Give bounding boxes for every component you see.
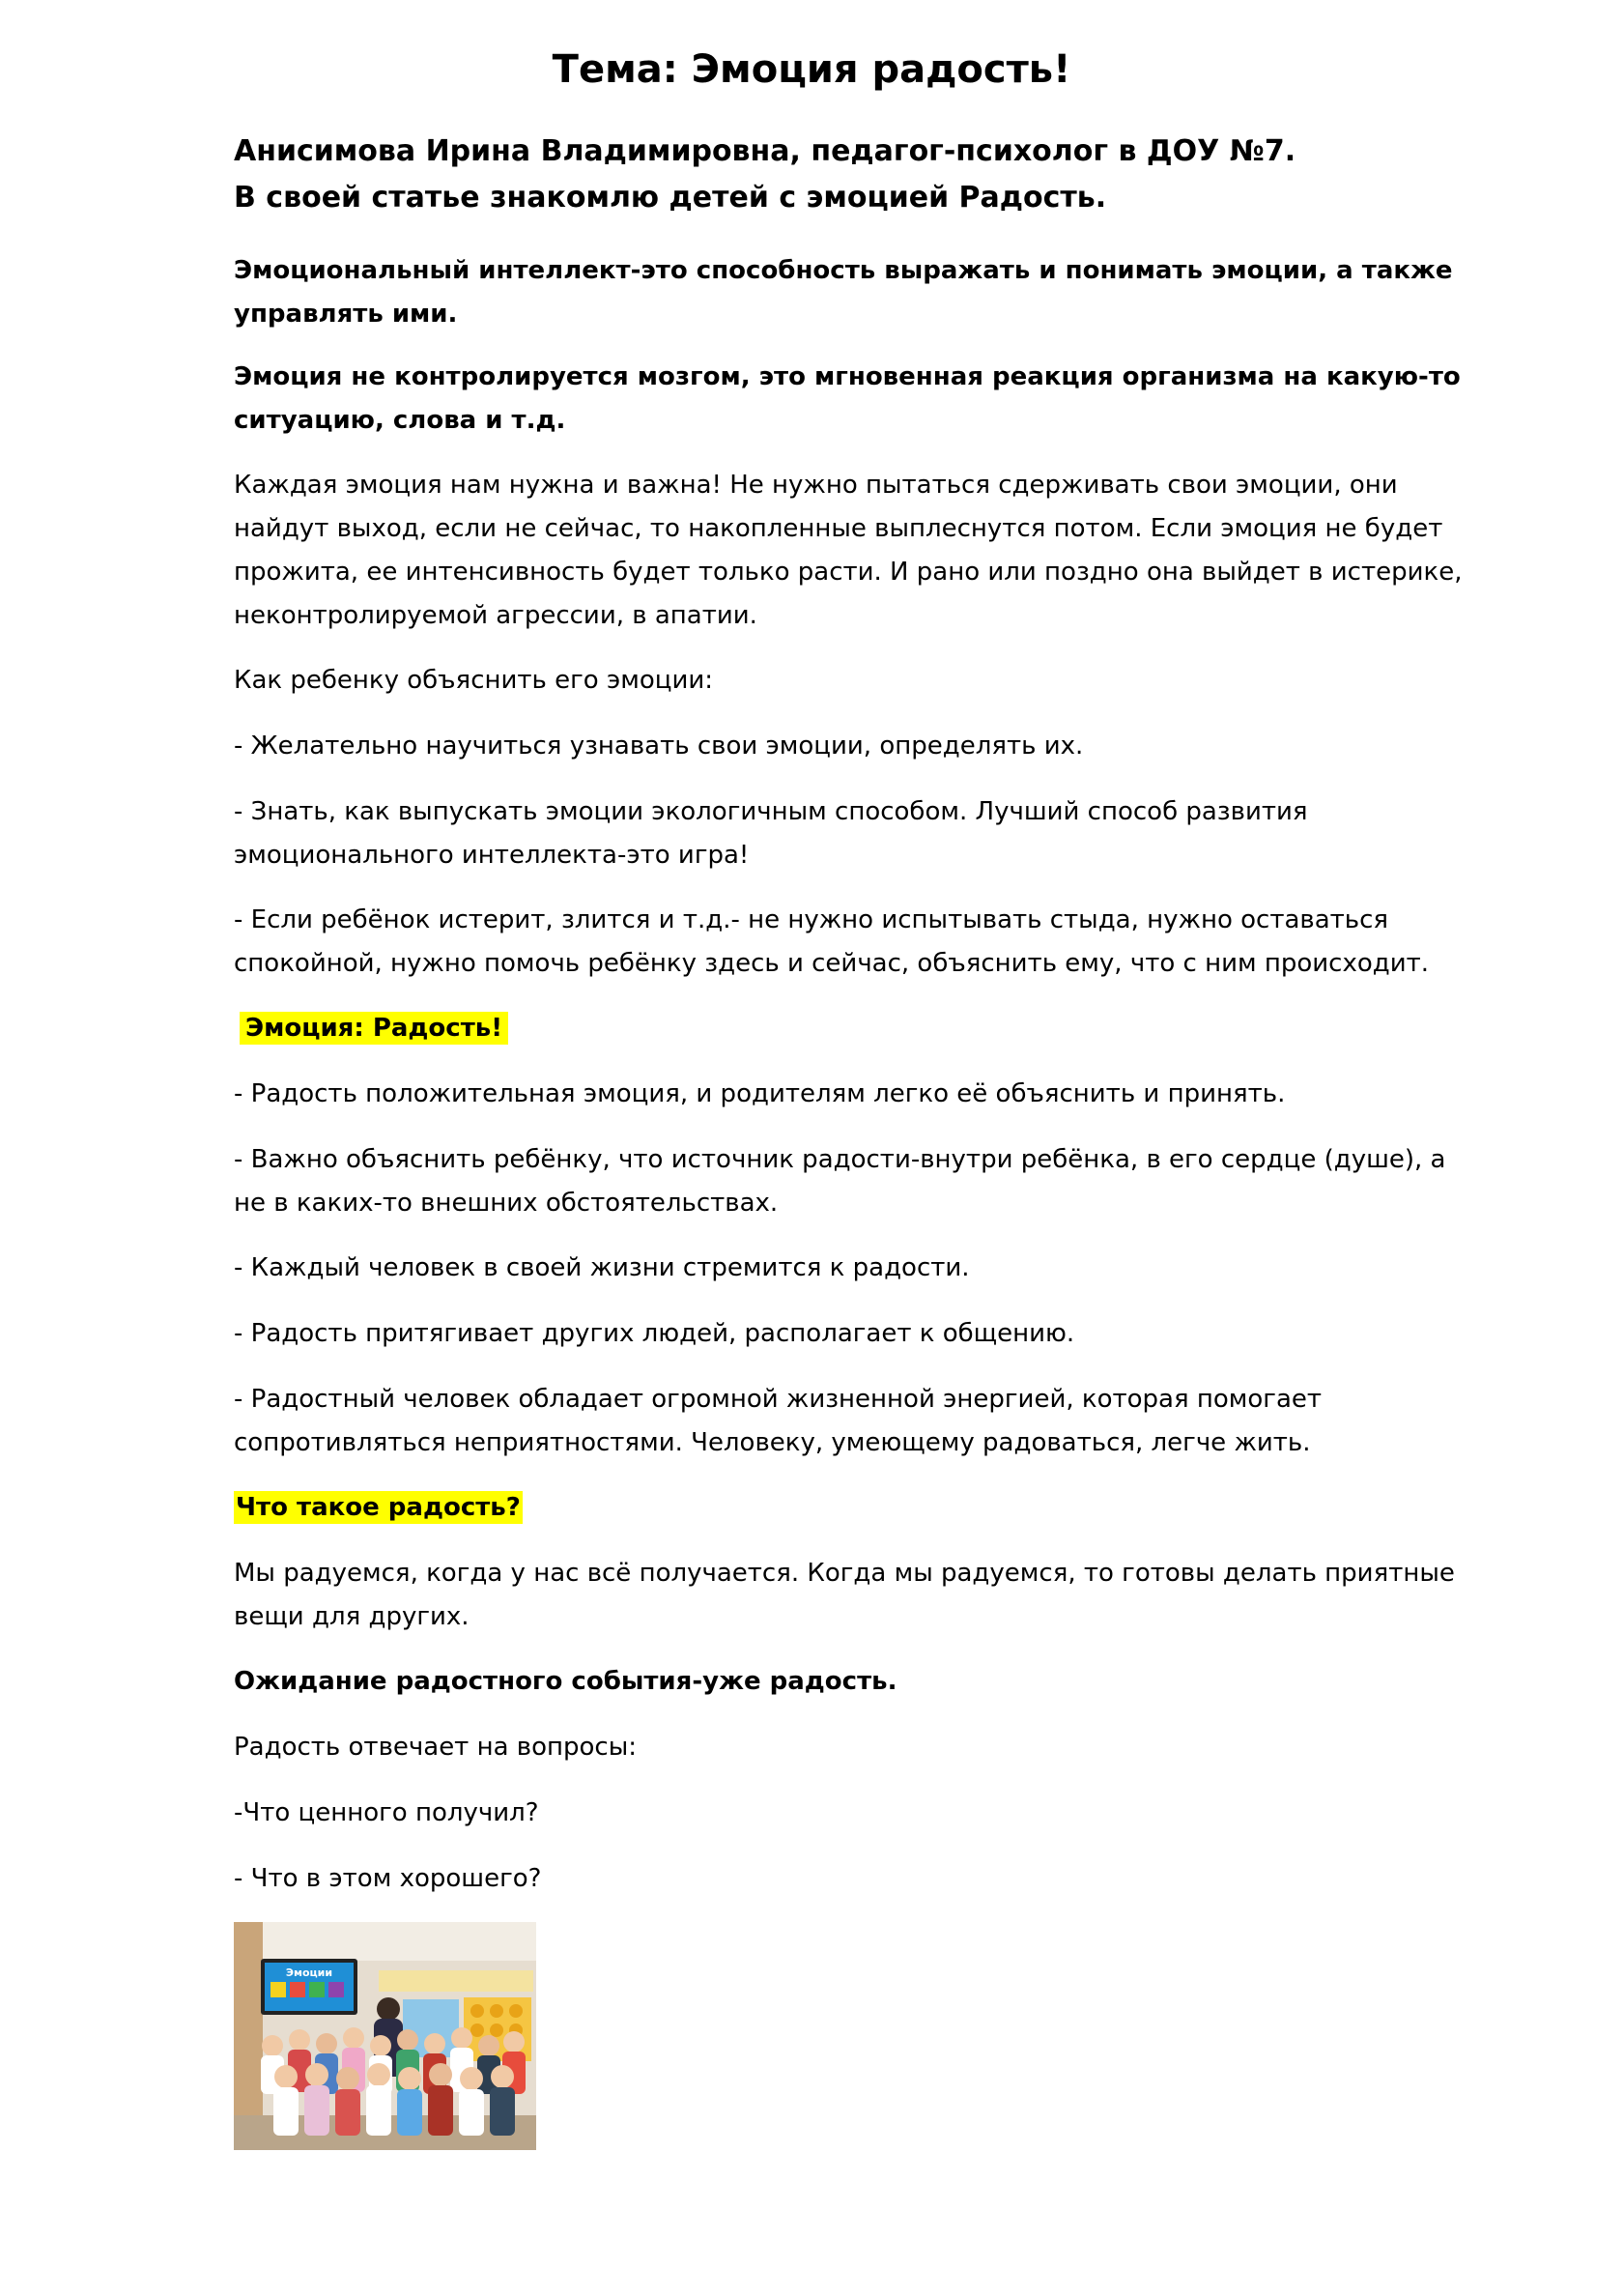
article-intro-line: В своей статье знакомлю детей с эмоцией Радость. bbox=[234, 181, 1107, 215]
child-head bbox=[429, 2063, 452, 2086]
child-head bbox=[460, 2067, 483, 2090]
emoji-card bbox=[328, 1982, 344, 1997]
child-head bbox=[316, 2033, 337, 2054]
child-head bbox=[305, 2063, 328, 2086]
what-is-joy-line: вещи для других. bbox=[234, 1602, 470, 1631]
child-body bbox=[428, 2085, 453, 2136]
question-item: - Что в этом хорошего? bbox=[234, 1864, 542, 1893]
child-head bbox=[424, 2033, 445, 2054]
child-body bbox=[397, 2089, 422, 2136]
page-title: Тема: Эмоция радость! bbox=[552, 47, 1071, 92]
photo-ceiling bbox=[234, 1922, 536, 1961]
photo-banner bbox=[379, 1970, 533, 1992]
child-head bbox=[343, 2027, 364, 2049]
joy-item-line: - Важно объяснить ребёнку, что источник радости-внутри ребёнка, в его сердце (душе), а bbox=[234, 1145, 1446, 1174]
explain-item-line: эмоционального интеллекта-это игра! bbox=[234, 841, 750, 870]
explain-item-line: - Знать, как выпускать эмоции экологичным способом. Лучший способ развития bbox=[234, 797, 1308, 826]
definition-line: Эмоциональный интеллект-это способность выражать и понимать эмоции, а также bbox=[234, 256, 1453, 285]
joy-heading-highlight: Эмоция: Радость! bbox=[240, 1012, 508, 1045]
definition-line: управлять ими. bbox=[234, 300, 458, 329]
question-item: -Что ценного получил? bbox=[234, 1798, 539, 1827]
poster-face bbox=[470, 2004, 484, 2018]
child-head bbox=[451, 2027, 472, 2049]
author-block bbox=[234, 129, 1296, 221]
child-head bbox=[367, 2063, 390, 2086]
child-head bbox=[478, 2035, 499, 2056]
child-body bbox=[304, 2085, 329, 2136]
joy-item: - Радость притягивает других людей, располагает к общению. bbox=[234, 1319, 1075, 1348]
what-is-joy-highlight: Что такое радость? bbox=[236, 1493, 521, 1522]
joy-item-line: сопротивляться неприятностями. Человеку, умеющему радоваться, легче жить. bbox=[234, 1428, 1311, 1457]
explain-heading: Как ребенку объяснить его эмоции: bbox=[234, 666, 713, 695]
explain-item-line: - Если ребёнок истерит, злится и т.д.- не нужно испытывать стыда, нужно оставаться bbox=[234, 905, 1389, 934]
poster-face bbox=[470, 2023, 484, 2037]
explain-item bbox=[234, 790, 1519, 877]
child-body bbox=[459, 2089, 484, 2136]
joy-item: - Радость положительная эмоция, и родителям легко её объяснить и принять. bbox=[234, 1079, 1286, 1108]
child-body bbox=[490, 2087, 515, 2136]
child-body bbox=[273, 2087, 299, 2136]
emoji-card bbox=[270, 1982, 286, 1997]
child-head bbox=[336, 2067, 359, 2090]
child-head bbox=[370, 2035, 391, 2056]
emotion-reaction-line: ситуацию, слова и т.д. bbox=[234, 406, 566, 435]
joy-heading bbox=[240, 1007, 1524, 1050]
intro-line: неконтролируемой агрессии, в апатии. bbox=[234, 601, 757, 630]
photo-screen-text: Эмоции bbox=[285, 1966, 333, 1979]
child-head bbox=[491, 2065, 514, 2088]
child-head bbox=[503, 2031, 525, 2052]
definition-paragraph bbox=[234, 249, 1519, 336]
explain-item-line: спокойной, нужно помочь ребёнку здесь и сейчас, объяснить ему, что с ним происходит. bbox=[234, 949, 1430, 978]
intro-line: прожита, ее интенсивность будет только расти. И рано или поздно она выйдет в истерике, bbox=[234, 558, 1463, 587]
explain-item bbox=[234, 899, 1519, 986]
poster-face bbox=[490, 2023, 503, 2037]
child-head bbox=[274, 2065, 298, 2088]
child-head bbox=[262, 2035, 283, 2056]
class-photo-illustration bbox=[234, 1922, 536, 2150]
joy-item bbox=[234, 1378, 1519, 1465]
emoji-card bbox=[309, 1982, 325, 1997]
questions-heading: Радость отвечает на вопросы: bbox=[234, 1733, 638, 1762]
joy-item: - Каждый человек в своей жизни стремится к радости. bbox=[234, 1253, 970, 1282]
what-is-joy-line: Мы радуемся, когда у нас всё получается. Когда мы радуемся, то готовы делать приятные bbox=[234, 1559, 1455, 1588]
teacher-head bbox=[377, 1997, 400, 2021]
emotion-reaction-line: Эмоция не контролируется мозгом, это мгновенная реакция организма на какую-то bbox=[234, 362, 1461, 391]
intro-line: Каждая эмоция нам нужна и важна! Не нужно пытаться сдерживать свои эмоции, они bbox=[234, 471, 1398, 500]
child-head bbox=[398, 2067, 421, 2090]
child-head bbox=[397, 2029, 418, 2051]
joy-item bbox=[234, 1138, 1519, 1225]
child-body bbox=[335, 2089, 360, 2136]
what-is-joy-heading bbox=[234, 1486, 1519, 1530]
poster-face bbox=[490, 2004, 503, 2018]
joy-item-line: - Радостный человек обладает огромной жизненной энергией, которая помогает bbox=[234, 1385, 1323, 1414]
poster-face bbox=[509, 2004, 523, 2018]
child-head bbox=[289, 2029, 310, 2051]
what-is-joy-paragraph bbox=[234, 1552, 1519, 1639]
child-body bbox=[366, 2085, 391, 2136]
explain-item: - Желательно научиться узнавать свои эмоции, определять их. bbox=[234, 732, 1084, 761]
author-line: Анисимова Ирина Владимировна, педагог-психолог в ДОУ №7. bbox=[234, 134, 1296, 168]
joy-item-line: не в каких-то внешних обстоятельствах. bbox=[234, 1189, 779, 1218]
intro-line: найдут выход, если не сейчас, то накопленные выплеснутся потом. Если эмоция не будет bbox=[234, 514, 1443, 543]
anticipation-line: Ожидание радостного события-уже радость. bbox=[234, 1667, 897, 1696]
intro-paragraph bbox=[234, 464, 1519, 638]
emoji-card bbox=[290, 1982, 305, 1997]
emotion-reaction-paragraph bbox=[234, 356, 1519, 443]
class-photo bbox=[234, 1922, 536, 2150]
